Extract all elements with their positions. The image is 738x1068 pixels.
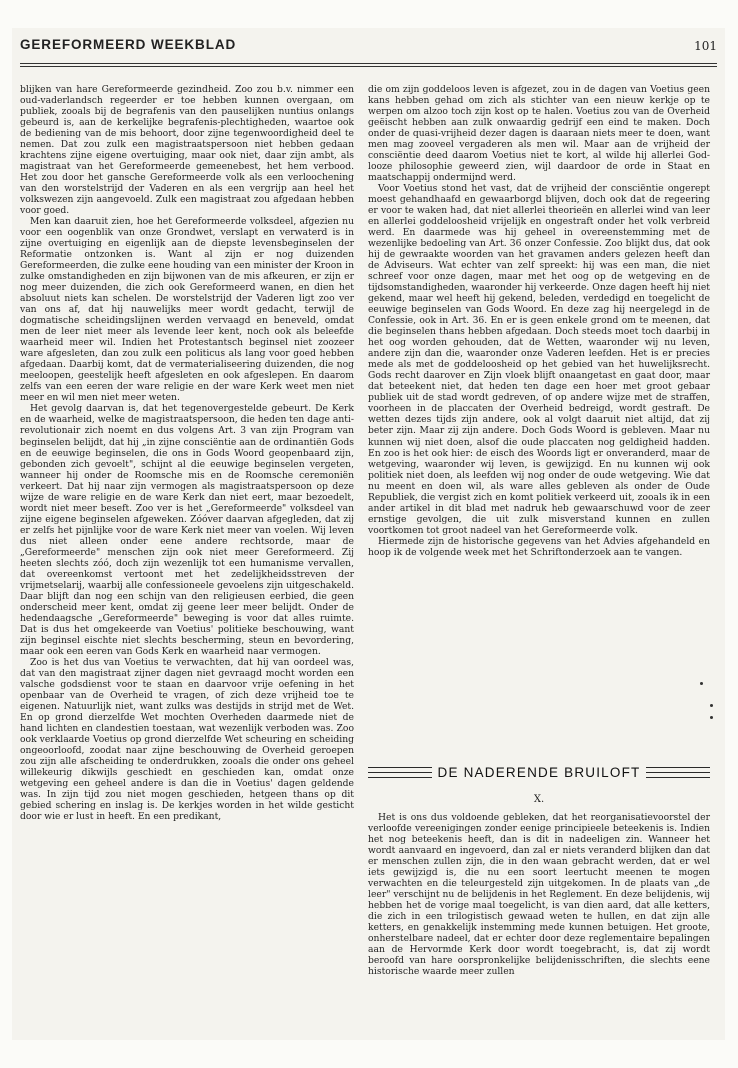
paragraph: Het gevolg daarvan is, dat het tegenovergestelde gebeurt. De Kerk en de waarheid, welke de magistraatspersoon, die heden ten dage anti-revolutionair zich noemt en dus volgens Art. 3 van zijn Program van beginselen belijdt, dat hij „in zijne consciëntie aan de ordinantiën Gods en de eeuwige beginselen, die ons in Gods Woord geopenbaard zijn, gebonden zich gevoelt", schijnt al die eeuwige beginselen vergeten, wanneer hij onder de Roomsche mis en de Roomsche ceremoniën verkeert. Dat hij naar zijn vermogen als magistraatspersoon op deze wijze de ware religie en de ware Kerk dan niet eert, maar bezoedelt, wordt niet meer beseft. Zoo ver is het „Gereformeerde" volksdeel van zijne eigene beginselen afgeweken. Zóóver daarvan afgegleden, dat zij er zelfs het pijnlijke voor de ware Kerk niet meer van voelen. Wij leven dus niet alleen onder eene andere rechtsorde, maar de „Gereformeerde" menschen zijn ook niet meer Gereformeerd. Zij heeten slechts zóó, doch zijn wezenlijk tot een humanisme vervallen, dat overeenkomst vertoont met het zedelijkheidsstreven der vrijmetselarij, waarbij alle confessioneele gevoelens zijn uitgeschakeld. Daar blijft dan nog een schijn van den religieusen eerbied, die geen onderscheid meer kent, omdat zij geene leer meer belijdt. Onder de hedendaagsche „Gereformeerde" beweging is voor dat alles ruimte. Dat is dus het omgekeerde van Voetius' politieke beschouwing, want zijn beginsel eischte niet slechts bescherming, steun en bevordering, maar ook een eeren van Gods Kerk en waarheid naar vermogen. [20, 403, 354, 657]
paragraph: Voor Voetius stond het vast, dat de vrijheid der consciëntie ongerept moest gehandhaafd en gewaarborgd blijven, doch ook dat de regeering er voor te waken had, dat niet allerlei theorieën en allerlei wind van leer en allerlei goddeloosheid vrijelijk en ongestraft onder het volk verbreid werd. En daarmede was hij geheel in overeenstemming met de wezenlijke bedoeling van Art. 36 onzer Confessie. Zoo blijkt dus, dat ook hij de gewraakte woorden van het gravamen anders gelezen heeft dan de Adviseurs. Wat echter van zelf spreekt: hij was een man, die niet schreef voor onze dagen, maar met het oog op de wetgeving en de tijdsomstandigheden, waaronder hij verkeerde. Onze dagen heeft hij niet gekend, maar wel heeft hij gekend, beleden, verdedigd en toegelicht de eeuwige beginselen van Gods Woord. En deze zag hij neergelegd in de Confessie, ook in Art. 36. En er is geen enkele grond om te meenen, dat die beginselen thans hebben afgedaan. Doch steeds moet toch daarbij in het oog worden gehouden, dat de Wetten, waaronder wij nu leven, andere zijn dan die, waaronder onze Vaderen leefden. Het is er precies mede als met de goddeloosheid op het gebied van het huwelijksrecht. Gods recht daarover en Zijn vloek blijft onaangetast en gaat door, maar dat beteekent niet, dat heden ten dage een hoer met groot gebaar publiek uit de stad wordt gedreven, of op andere wijze met de straffen, voorheen in de placcaten der Overheid bedreigd, wordt gestraft. De wetten dezes tijds zijn andere, ook al volgt daaruit niet altijd, dat zij beter zijn. Maar zij zijn andere. Doch Gods Woord is gebleven. Maar nu kunnen wij niet doen, alsof die oude placcaten nog geldigheid hadden. En zoo is het ook hier: de eisch des Woords ligt er onveranderd, maar de wetgeving, waaronder wij leven, is gewijzigd. En nu kunnen wij ook politiek niet doen, als leefden wij nog onder de oude wetgeving. Wie dat nu meent en doen wil, als ware alles gebleven als onder de Oude Republiek, die vergist zich en komt politiek verkeerd uit, zooals ik in een ander artikel in dit blad met nadruk heb gewaarschuwd voor de zeer ernstige gevolgen, die uit zulk misverstand kunnen en zullen voortkomen tot groot nadeel van het Gereformeerde volk. [368, 183, 710, 536]
paragraph: blijken van hare Gereformeerde gezindheid. Zoo zou b.v. nimmer een oud-vaderlandsch regeerder er toe hebben kunnen overgaan, om publiek, zooals bij de begrafenis van den pauselijken nuntius onlangs gebeurd is, aan de kerkelijke begrafenis-plechtigheden, waartoe ook de bediening van de mis behoort, door zijne tegenwoordigheid deel te nemen. Dat zou zulk een magistraatspersoon niet hebben gedaan krachtens zijne eigene overtuiging, maar ook niet, daar zijn ambt, als magistraat van het Gereformeerde gemeenebest, het hem verbood. Het zou door het gansche Gereformeerde volk als een verloochening van den worstelstrijd der Vaderen en als een vergrijp aan heel het volkswezen zijn aangevoeld. Zulk een magistraat zou afgedaan hebben voor goed. [20, 84, 354, 217]
header-rule [20, 63, 717, 64]
paragraph: Hiermede zijn de historische gegevens van het Advies afgehandeld en hoop ik de volgende week met het Schriftonderzoek aan te vangen. [368, 535, 710, 558]
section-body [368, 812, 710, 977]
separator-dots [690, 678, 720, 738]
header-rule-thin [20, 66, 717, 67]
right-column [368, 84, 710, 558]
journal-name: GEREFORMEERD WEEKBLAD [20, 37, 237, 52]
paragraph: Het is ons dus voldoende gebleken, dat het reorganisatievoorstel der verloofde vereenigingen zonder eenige principieele beteekenis is. Indien het nog beteekenis heeft, dan is dit in nadeeligen zin. Wanneer het wordt aanvaard en ingevoerd, dan zal er niets veranderd blijken dan dat er menschen zullen zijn, die in den waan gebracht werden, dat er wel iets gewijzigd is, die nu een soort leertucht meenen te mogen verwachten en die teleurgesteld zijn uitgekomen. In de plaats van „de leer" verschijnt nu de belijdenis in het Reglement. En deze belijdenis, wij hebben het de vorige maal toegelicht, is van dien aard, dat alle ketters, die zich in een trilogistisch gewaad weten te hullen, en dat zijn alle ketters, en genakkelijk instemming mede kunnen betuigen. Het groote, onherstelbare nadeel, dat er echter door deze reglementaire bepalingen aan de Hervormde Kerk door wordt toegebracht, is, dat zij wordt beroofd van hare oorspronkelijke belijdenisschriften, die slechts eene historische waarde meer zullen [368, 812, 710, 978]
separator-dot [710, 716, 713, 719]
section-title [368, 760, 710, 786]
left-column [20, 84, 354, 822]
section-title-block [368, 760, 710, 786]
paragraph: die om zijn goddeloos leven is afgezet, zou in de dagen van Voetius geen kans hebben gehad om zich als stichter van een nieuw kerkje op te werpen om alzoo toch zijn kost op te halen. Voetius zou van de Overheid geëischt hebben aan zulk onwaardig gedrijf een eind te maken. Doch onder de quasi-vrijheid dezer dagen is daaraan niets meer te doen, want men mag zooveel vergaderen als men wil. Maar aan de vrijheid der consciëntie deed daarom Voetius niet te kort, al wilde hij allerlei God-looze philosophie geweerd zien, wijl daardoor de orde in Staat en maatschappij ondermijnd werd. [368, 84, 710, 184]
section-title-text: DE NADERENDE BRUILOFT [432, 765, 647, 780]
separator-dot [710, 704, 713, 707]
chapter-number: X. [533, 794, 545, 805]
page-number: 101 [694, 39, 717, 53]
paragraph: Men kan daaruit zien, hoe het Gereformeerde volksdeel, afgezien nu voor een oogenblik van onze Grondwet, verslapt en verwaterd is in zijne overtuiging en eigenlijk aan de diepste levensbeginselen der Reformatie ontzonken is. Want al zijn er nog duizenden Gereformeerden, die zulke eene houding van een minister der Kroon in zulke omstandigheden en zijn bijwonen van de mis afkeuren, er zijn er nog meer duizenden, die zich ook Gereformeerd wanen, en dien het absoluut niets kan schelen. De worstelstrijd der Vaderen ligt zoo ver van ons af, dat hij nauwelijks meer wordt gedacht, terwijl de dogmatische scheidingslijnen werden vervaagd en beneveld, omdat men de leer niet meer als levende leer kent, noch ook als beleefde waarheid meer wil. Indien het Protestantsch beginsel niet zoozeer ware afgesleten, dan zou zulk een politicus als lang voor goed hebben afgedaan. Daarbij komt, dat de vermaterialiseering duizenden, die nog meeloopen, geestelijk heeft afgesleten en ook afgeslepen. En daarom zelfs van een eeren der ware religie en der ware Kerk weet men niet meer en wil men niet meer weten. [20, 216, 354, 404]
page-header [20, 37, 717, 61]
paragraph: Zoo is het dus van Voetius te verwachten, dat hij van oordeel was, dat van den magistraat zijner dagen niet gevraagd mocht worden een valsche godsdienst voor te staan en daarvoor vrije oefening in het openbaar van de Overheid te vragen, of zich deze vrijheid toe te eigenen. Natuurlijk niet, want zulks was destijds in strijd met de Wet. En op grond dierzelfde Wet mochten Overheden daarmede niet de hand lichten en clandestien toestaan, wat wezenlijk verboden was. Zoo ook verklaarde Voetius op grond dierzelfde Wet scheuring en scheiding ongeoorloofd, zoodat naar zijne beschouwing de Overheid geroepen zou zijn alle afscheiding te onderdrukken, zooals die onder ons geheel willekeurig dikwijls geschiedt en geschieden kan, omdat onze wetgeving een geheel andere is dan die in Voetius' dagen geldende was. In zijn tijd zou niet mogen geschieden, hetgeen thans op dit gebied schering en inslag is. De kerkjes worden in het wilde gesticht door wie er lust in heeft. En een predikant, [20, 656, 354, 823]
separator-dot [700, 682, 703, 685]
